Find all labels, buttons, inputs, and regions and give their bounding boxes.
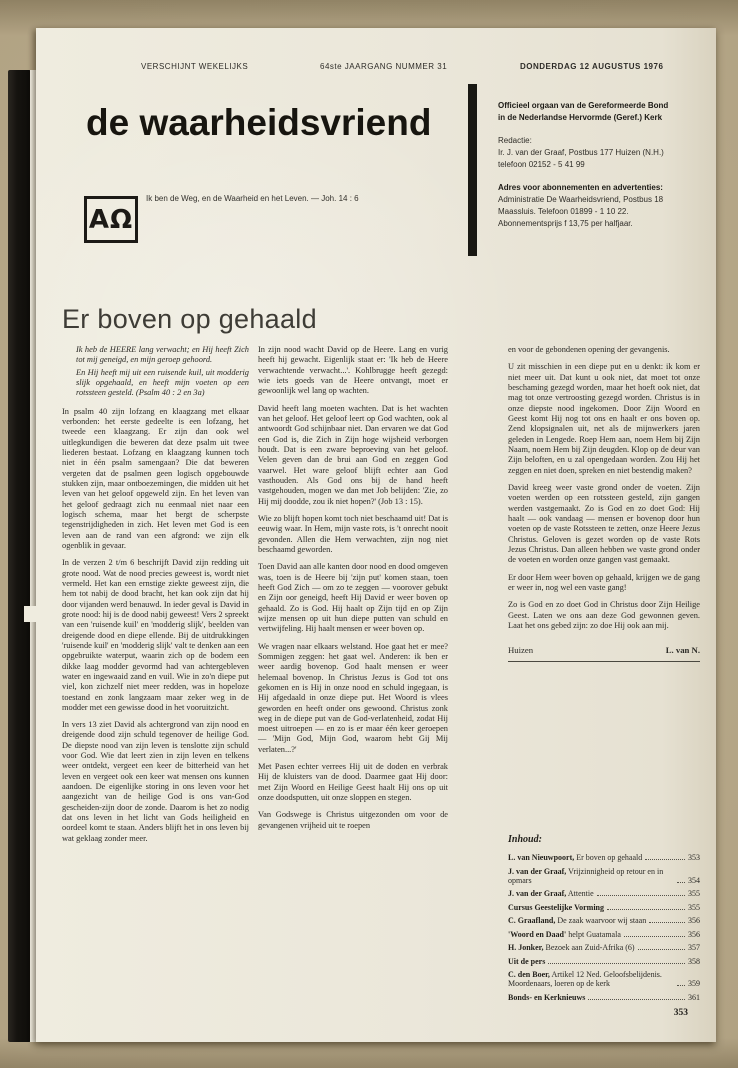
colophon-line: Ir. J. van der Graaf, Postbus 177 Huizen (N.H.) [498,148,664,157]
toc-item [508,903,700,912]
toc-page-number: 361 [688,992,700,1002]
signature-place: Huizen [508,645,534,656]
contents-heading: Inhoud: [508,834,542,845]
toc-item [508,943,700,952]
adjacent-page-edge [8,70,31,1042]
toc-page-number: 357 [688,943,700,952]
header-issue: 64ste JAARGANG NUMMER 31 [320,62,448,71]
toc-item [508,970,700,988]
toc-item [508,916,700,925]
article-column-1 [62,345,249,851]
toc-leader-dots [645,859,685,860]
article-paragraph: Toen David aan alle kanten door nood en dood omgeven was, toen is de Heere bij 'zijn put' komen staan, toen heeft God Zich — om zo te zeggen — voorover gebukt en Zijn oor geneigd, heeft Hij David er weer boven op gehaald. Zo is God. Hij haalt op Zijn tijd en op Zijn wijze mensen op uit hun diepe putten van schuld en vertwijfeling. Hij haalt mensen er weer boven op. [258,562,448,634]
adres-block [498,182,712,230]
column-2-paragraphs [258,345,448,831]
contents-box [508,834,700,1006]
toc-leader-dots [588,999,685,1000]
toc-item-text: 'Woord en Daad' helpt Guatamala [508,929,621,939]
toc-item [508,930,700,939]
toc-page-number: 354 [688,875,700,885]
toc-item-text: H. Jonker, Bezoek aan Zuid-Afrika (6) [508,943,635,952]
toc-item [508,867,700,885]
official-organ-lines [498,100,712,124]
signature-row [508,645,700,656]
article-paragraph: Wie zo blijft hopen komt toch niet beschaamd uit! Dat is eeuwig waar. In Hem, mijn vaste rots, is 't onrecht nooit gevonden. Allen die Hem verwachten, zijn nog niet beschaamd geworden. [258,513,448,554]
article-paragraph: In zijn nood wacht David op de Heere. Lang en vurig heeft hij gewacht. Eigenlijk staat er: 'Ik heb de Heere verwachtende verwacht...'. Kohlbrugge heeft gezegd: wie iets goeds van de Heere ontvangt, moet er gewoonlijk wel lang op wachten. [258,345,448,396]
toc-item-text: Uit de pers [508,956,546,966]
toc-leader-dots [638,949,685,950]
newspaper-page [36,28,716,1042]
colophon-line: in de Nederlandse Hervormde (Geref.) Kerk [498,113,663,122]
article-column-2 [258,345,448,838]
masthead-divider-bar [468,84,477,256]
redactie-lines [498,147,712,171]
colophon [498,100,712,241]
header-frequency: VERSCHIJNT WEKELIJKS [141,62,249,71]
toc-item-text: C. den Boer, Artikel 12 Ned. Geloofsbelijdenis. Moordenaars, loeren op de kerk [508,970,662,988]
toc-leader-dots [548,963,685,964]
article-paragraph: en voor de gebondenen opening der gevangenis. [508,345,670,354]
toc-leader-dots [597,895,685,896]
header-date: DONDERDAG 12 AUGUSTUS 1976 [520,62,664,71]
redactie-label: Redactie: [498,136,532,145]
article-paragraph: Met Pasen echter verrees Hij uit de doden en verbrak Hij de kluisters van de dood. Daarmee gaat Hij door: met Zijn Woord en Heilige Geest haalt Hij ons op uit onze doodsputten, uit onze sloppen en stegen. [258,762,448,803]
toc-item-text: Cursus Geestelijke Vorming [508,902,604,912]
article-paragraph: In psalm 40 zijn lofzang en klaagzang met elkaar verbonden: het eerste gedeelte is een lofzang, het tweede een klaagzang. Er zijn dan ook wel uitlegkundigen die beweren dat deze psalm uit twee liederen bestaat. Lofzang en klaagzang kunnen toch niet in één psalm samengaan? Die dat beweren vergeten dat de psalmen geen logisch opgebouwde stukken zijn, maar ontboezemingen, die midden uit het leven van het geloof opgeweld zijn. En het leven van het geloof gedraagt zich nu eenmaal niet naar een logisch schema, maar het bergt de scherpste tegenstrijdigheden in zich. Het leven met God is een leven aan de rand van een afgrond: we zijn elk ogenblik in gevaar. [62,406,249,550]
colophon-line: Maassluis. Telefoon 01899 - 1 10 22. [498,207,629,216]
article-paragraph: Zo is God en zo doet God in Christus door Zijn Heilige Geest. Laten we ons aan deze God gewonnen geven. Laat het ons gebed zijn: zo doe Hij ook aan mij. [508,600,700,630]
article-paragraph: Er door Hem weer boven op gehaald, krijgen we de gang er weer in, nog wel een vaste gang! [508,572,700,592]
article-paragraph: David kreeg weer vaste grond onder de voeten. Zijn voeten werden op een rotssteen gesteld, zijn gangen werden vastgemaakt. Zo is God en zo doet God: Hij haalt — ook vandaag — mensen er bovenop door hun voeten op de vaste Rotssteen te zetten, onze Heere Jezus Christus. Geloven is gezet worden op de vaste Rots Jezus Christus. Dan alleen hebben we vaste grond onder de voeten en worden onze gangen vast gemaakt. [508,482,700,565]
toc-page-number: 359 [688,979,700,988]
toc-page-number: 353 [688,853,700,862]
toc-item-text: Bonds- en Kerknieuws [508,992,586,1002]
adres-lines [498,194,712,230]
toc-item [508,889,700,898]
redactie-block [498,135,712,171]
colophon-line: Abonnementsprijs f 13,75 per halfjaar. [498,219,633,228]
toc-page-number: 356 [688,929,700,939]
page-tab-notch [24,606,37,622]
toc-page-number: 356 [688,916,700,925]
article-paragraph: We vragen naar elkaars welstand. Hoe gaat het er mee? Sommigen zeggen: het gaat wel. Anderen: ik ben er weer aardig bovenop. God haalt mensen er weer helemaal bovenop. In Christus Jezus is God tot ons gekomen en is Hij in onze nood en schuld ingegaan, is Hij afgedaald in onze diepe put. Het Woord is vlees geworden en heeft onder ons gewoond. Christus zonk weg in de diepe put van de God-verlatenheid, zodat Hij moest uitroepen — en zo is er maar één keer geroepen — 'Mijn God, Mijn God, waarom hebt Gij Mij verlaten...?' [258,641,448,754]
toc-leader-dots [624,936,685,937]
toc-item [508,993,700,1002]
masthead-motto: Ik ben de Weg, en de Waarheid en het Leven. — Joh. 14 : 6 [146,194,359,203]
masthead-title: de waarheidsvriend [86,102,432,143]
article-paragraph: U zit misschien in een diepe put en u denkt: ik kom er niet meer uit. Dat kunt u ook niet, dat moet tot onze beschaming gezegd worden, maar het hoeft ook niet, dat mag tot onze vertroosting gezegd worden. Christus is in onze diepste nood ingekomen. Door Zijn Woord en Geest komt Hij nog tot ons en haalt er ons boven op. Zend klopsignalen uit, net als de mijnwerkers jaren geleden in Lengede. Roep Hem aan, noem Hem bij Zijn Naam, noem Hem bij Zijn deugden. Klop op de deur van Zijn beloften, en u zal opengedaan worden. Zou Hij het zeggen en niet doen, spreken en niet bestendig maken? [508,362,700,475]
toc-item-text: J. van der Graaf, Vrijzinnigheid op retour en in opmars [508,866,664,885]
article-title: Er boven op gehaald [62,304,317,334]
toc-item [508,957,700,966]
article-paragraph: In de verzen 2 t/m 6 beschrijft David zijn redding uit grote nood. Wat de nood precies geweest is, wordt niet vermeld. Het kan een ernstige ziekte geweest zijn, die hem tot nabij de dood bracht, het kan ook zijn dat hij door vijanden werd benauwd. In ieder geval is David in grote nood: hij is de dood nabij geweest! Vers 2 spreekt van een 'ruisende kuil' en 'modderig slijk', beelden van dreigende dood en diepe ellende. Bij de uitdrukkingen 'ruisende kuil' en 'modderig slijk' valt te denken aan een opgebruikte waterput, waarin zich op de bodem een dikke laag modder gevormd had van achtergebleven water en ingewaaid zand en vuil. Wie in zo'n diepe put viel, kon zichzelf niet meer redden, was in hopeloze toestand en zonk langzaam maar zeker weg in de modder met een gewisse dood in het vooruitzicht. [62,558,249,712]
psalm-quote-line: En Hij heeft mij uit een ruisende kuil, uit modderig slijk opgehaald, en heeft mijn voeten op een rotssteen gesteld. (Psalm 40 : 2 en 3a) [76,367,249,398]
article-paragraph: David heeft lang moeten wachten. Dat is het wachten van het geloof. Het geloof leert op God wachten, ook al antwoordt God schijnbaar niet. Dan ervaren we dat God een God is, die Zich in Zijn hoge wijsheid verborgen houdt. Dat is een zware beproeving van het geloof. Velen geven dan de brui aan God en zeggen God vaarwel. Het ware geloof blijft echter aan God vasthouden. Als God ons bij de hand heeft vastgehouden, mogen we dan met Job belijden: 'Zie, zo Hij mij doodde, zou ik niet hopen?' (Job 13 : 15). [258,403,448,506]
psalm-quote [62,345,249,399]
colophon-line: Administratie De Waarheidsvriend, Postbus 18 [498,195,664,204]
adres-label: Adres voor abonnementen en advertenties: [498,183,663,192]
toc-item-text: C. Graafland, De zaak waarvoor wij staan [508,916,647,925]
toc-leader-dots [677,882,685,883]
toc-leader-dots [677,985,685,986]
signature-rule [508,661,700,662]
colophon-line: telefoon 02152 - 5 41 99 [498,160,585,169]
toc-leader-dots [649,922,685,923]
toc-item [508,853,700,862]
toc-item-text: L. van Nieuwpoort, Er boven op gehaald [508,853,643,862]
toc-leader-dots [607,909,685,910]
toc-page-number: 358 [688,956,700,966]
column-1-paragraphs [62,407,249,844]
column-3-paragraphs [508,345,700,631]
toc-page-number: 355 [688,902,700,912]
signature-name: L. van N. [665,645,700,656]
toc-page-number: 355 [688,889,700,898]
toc-item-text: J. van der Graaf, Attentie [508,889,594,898]
article-paragraph: In vers 13 ziet David als achtergrond van zijn nood en dreigende dood zijn schuld tegenover de heilige God. De diepste nood van zijn leven is tenslotte zijn schuld voor God. Wie dat leert zien in zijn leven en telkens weer ontdekt, vergeet een keer de bitterheid van het leven en vergeet ook een keer wat mensen ons kunnen aandoen. De eigenlijke storing in ons leven voor het aangezicht van de heilige God is ons van-God gescheiden-zijn door de zonde. Daarom is het zo nodig dat ons leven in het licht van Gods heiligheid en oordeel komt te staan. Anders blijft het in ons leven bij wat geklaag zonder meer. [62,720,249,843]
page-number: 353 [673,1008,688,1018]
psalm-quote-line: Ik heb de HEERE lang verwacht; en Hij heeft Zich tot mij geneigd, en mijn geroep gehoord. [76,345,249,365]
article-paragraph: Van Godswege is Christus uitgezonden om voor de gevangenen vrijheid uit te roepen [258,810,448,830]
colophon-line: Officieel orgaan van de Gereformeerde Bond [498,101,669,110]
contents-list [508,853,700,1002]
article-column-3 [508,345,700,662]
alpha-omega-logo: ΑΩ [84,196,138,243]
